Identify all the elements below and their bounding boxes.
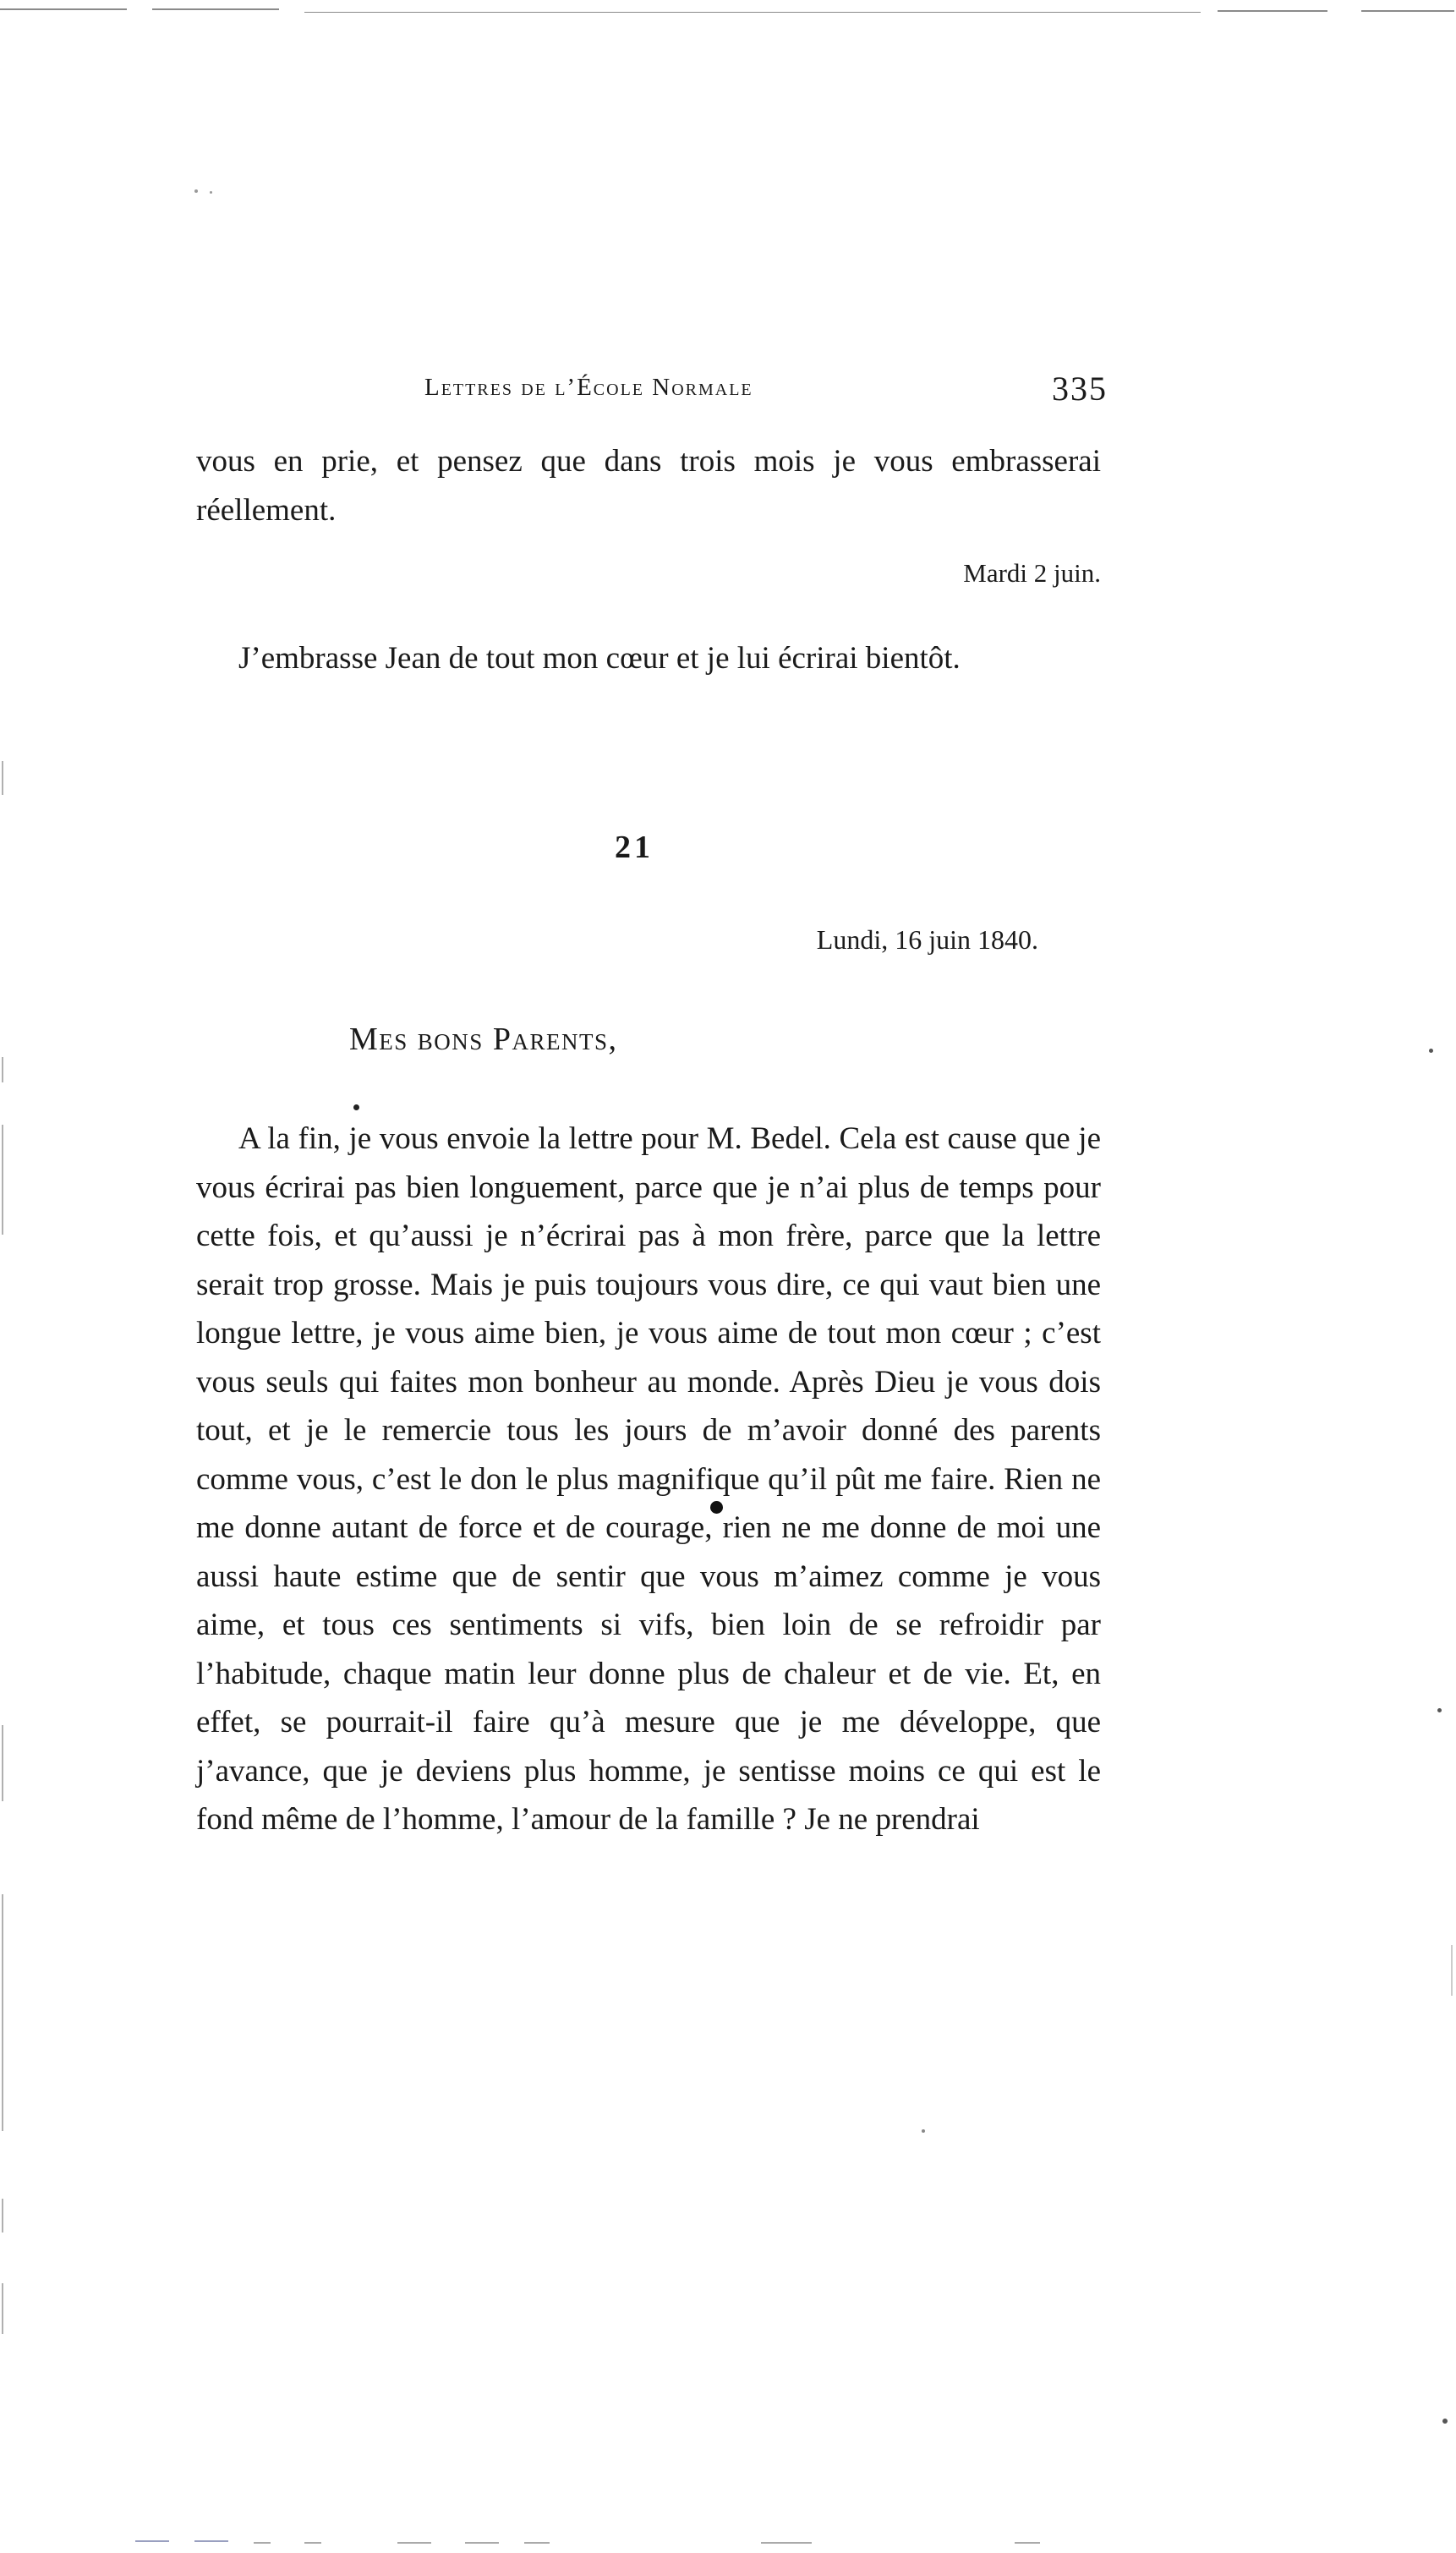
scan-edge-rule-top <box>1361 10 1454 12</box>
scan-edge-mark-left <box>2 2199 3 2233</box>
scan-edge-rule-top <box>152 8 279 10</box>
scan-edge-mark-left <box>2 1057 3 1082</box>
scan-edge-mark-left <box>2 1125 3 1235</box>
scan-speck <box>1437 1708 1442 1712</box>
scan-edge-mark-left <box>2 761 3 795</box>
postscript-paragraph: J’embrasse Jean de tout mon cœur et je lui écrirai bientôt. <box>238 641 961 676</box>
page-number: 335 <box>1052 370 1108 408</box>
scan-edge-rule-bottom <box>254 2542 271 2544</box>
scan-speck <box>1429 1049 1433 1053</box>
scan-edge-mark-left <box>2 1725 3 1801</box>
letter-salutation: Mes bons Parents, <box>349 1022 618 1057</box>
scan-edge-mark-left <box>2 2283 3 2334</box>
scan-speck <box>1442 2419 1448 2424</box>
scan-edge-rule-bottom <box>194 2540 228 2542</box>
scan-edge-mark-right <box>1451 1945 1453 1996</box>
scan-edge-rule-bottom <box>397 2542 431 2544</box>
scan-edge-rule-bottom <box>465 2542 499 2544</box>
scan-speck <box>194 189 198 193</box>
scan-edge-mark-left <box>2 1894 3 2131</box>
scan-edge-rule-bottom <box>135 2540 169 2542</box>
scan-speck <box>353 1104 359 1110</box>
letter-number: 21 <box>615 830 654 865</box>
scan-speck <box>210 191 212 194</box>
letter-dateline: Lundi, 16 juin 1840. <box>816 924 1038 955</box>
scan-edge-rule-bottom <box>1015 2542 1040 2544</box>
scan-edge-rule-top <box>1218 10 1327 12</box>
scan-speck <box>922 2129 925 2133</box>
continuation-paragraph: vous en prie, et pensez que dans trois mois je vous embrasserai réellement. <box>196 444 1101 528</box>
letter-body-paragraph: A la fin, je vous envoie la lettre pour M. Bedel. Cela est cause que je vous écrirai pas bien longuement, parce que je n’ai plus de temps pour cette fois, et qu’aussi je n’écrirai pas à mon frère, parce que la lettre serait trop grosse. Mais je puis toujours vous dire, ce qui vaut bien une longue lettre, je vous aime bien, je vous aime de tout mon cœur ; c’est vous seuls qui faites mon bonheur au monde. Après Dieu je vous dois tout, et je le remercie tous les jours de m’avoir donné des parents comme vous, c’est le don le plus magnifique qu’il pût me faire. Rien ne me donne autant de force et de courage, rien ne me donne de moi une aussi haute estime que de sentir que vous m’aimez comme je vous aime, et tous ces sentiments si vifs, bien loin de se refroidir par l’habitude, chaque matin leur donne plus de chaleur et de vie. Et, en effet, se pourrait-il faire qu’à mesure que je me développe, que j’avance, que je deviens plus homme, je sentisse moins ce qui est le fond même de l’homme, l’amour de la famille ? Je ne prendrai <box>196 1121 1101 1837</box>
scan-edge-rule-top <box>0 8 127 10</box>
scan-edge-rule-bottom <box>304 2542 321 2544</box>
scan-edge-rule-bottom <box>524 2542 550 2544</box>
scan-edge-rule-bottom <box>761 2542 812 2544</box>
running-title: Lettres de l’École Normale <box>424 374 753 401</box>
scan-edge-rule-top <box>304 12 1201 13</box>
running-head <box>196 369 1108 419</box>
dateline-previous-letter: Mardi 2 juin. <box>963 558 1101 588</box>
